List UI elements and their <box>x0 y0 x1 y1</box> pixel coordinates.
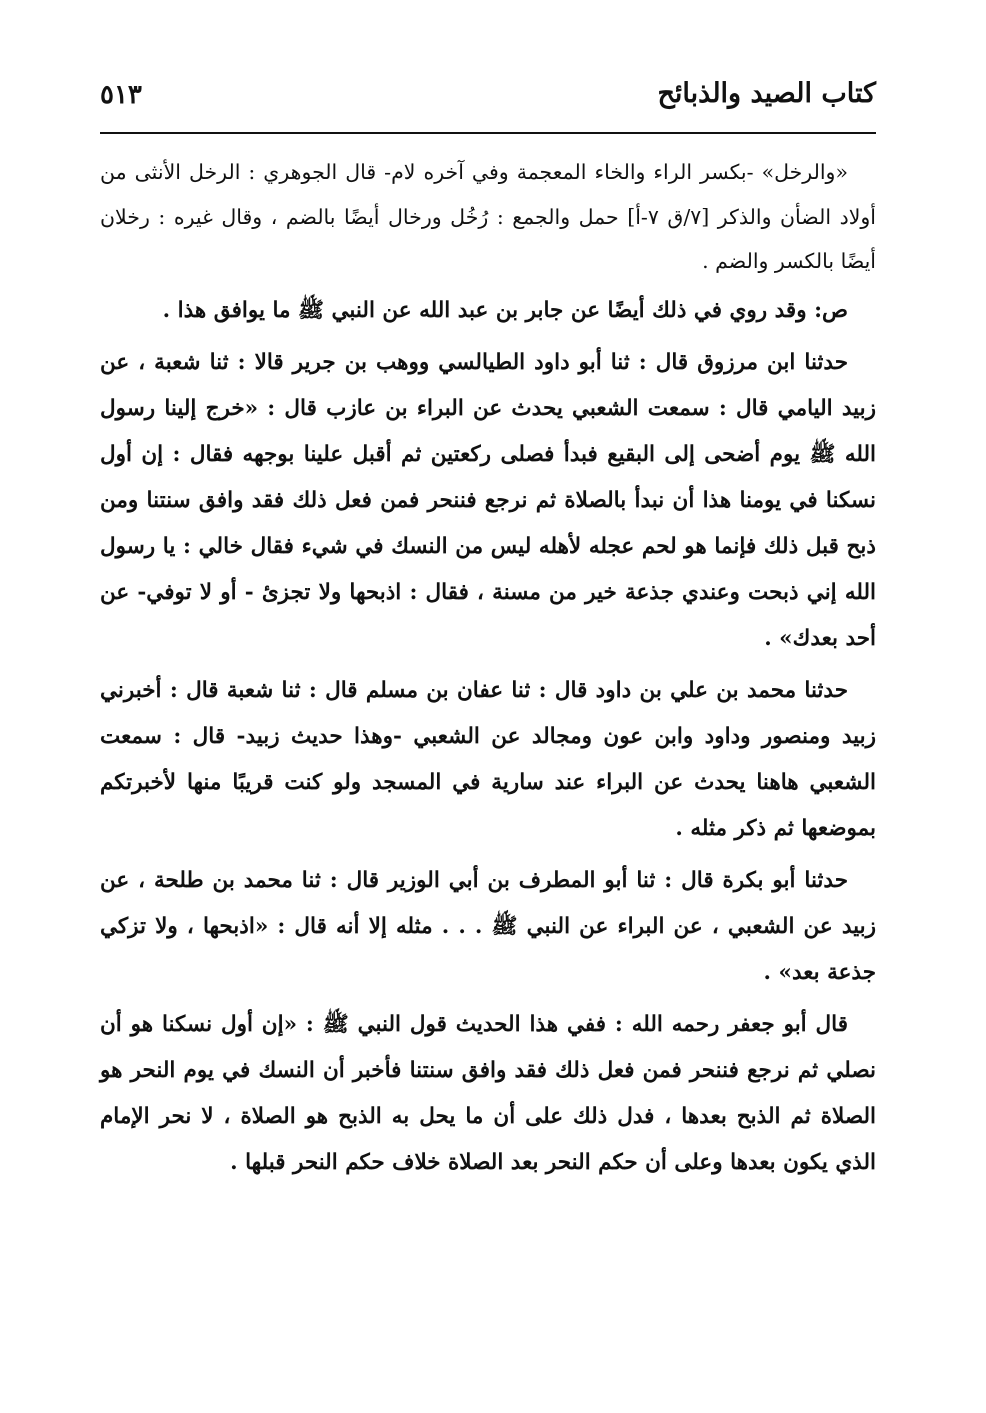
paragraph-statement: ص: وقد روي في ذلك أيضًا عن جابر بن عبد الله عن النبي ﷺ ما يوافق هذا . <box>162 297 848 323</box>
page-number: ٥١٣ <box>100 80 142 110</box>
paragraph-commentary: قال أبو جعفر رحمه الله : ففي هذا الحديث قول النبي ﷺ : «إن أول نسكنا هو أن نصلي ثم نرجع فننحر فمن فعل ذلك فقد وافق سنتنا فأخبر أن النسك في يوم النحر هو الصلاة ثم الذبح بعدها ، فدل ذلك على أن ما يحل به الذبح هو الصلاة ، لا نحر الإمام الذي يكون بعدها وعلى أن حكم النحر بعد الصلاة خلاف حكم النحر قبلها . <box>100 1011 876 1175</box>
page-header <box>100 76 876 124</box>
header-divider <box>100 132 876 134</box>
paragraph-definition: «والرخل» -بكسر الراء والخاء المعجمة وفي آخره لام- قال الجوهري : الرخل الأنثى من أولاد الضأن والذكر [٧/ق ٧-أ] حمل والجمع : رُخُل ورخال أيضًا بالضم ، وقال غيره : رخلان أيضًا بالكسر والضم . <box>100 160 876 273</box>
paragraph-hadith-3: حدثنا أبو بكرة قال : ثنا أبو المطرف بن أبي الوزير قال : ثنا محمد بن طلحة ، عن زبيد عن الشعبي ، عن البراء عن النبي ﷺ . . . مثله إلا أنه قال : «اذبحها ، ولا تزكي جذعة بعد» . <box>100 867 876 985</box>
paragraph-hadith-1: حدثنا ابن مرزوق قال : ثنا أبو داود الطيالسي ووهب بن جرير قالا : ثنا شعبة ، عن زبيد اليامي قال : سمعت الشعبي يحدث عن البراء بن عازب قال : «خرج إلينا رسول الله ﷺ يوم أضحى إلى البقيع فبدأ فصلى ركعتين ثم أقبل علينا بوجهه فقال : إن أول نسكنا في يومنا هذا أن نبدأ بالصلاة ثم نرجع فننحر فمن فعل ذلك فقد وافق سنتنا ومن ذبح قبل ذلك فإنما هو لحم عجله لأهله ليس من النسك في شيء فقال خالي : يا رسول الله إني ذبحت وعندي جذعة خير من مسنة ، فقال : اذبحها ولا تجزئ - أو لا توفي- عن أحد بعدك» . <box>100 349 876 651</box>
running-title: كتاب الصيد والذبائح <box>657 78 876 109</box>
paragraph-hadith-2: حدثنا محمد بن علي بن داود قال : ثنا عفان بن مسلم قال : ثنا شعبة قال : أخبرني زبيد ومنصور وداود وابن عون ومجالد عن الشعبي -وهذا حديث زبيد- قال : سمعت الشعبي هاهنا يحدث عن البراء عند سارية في المسجد ولو كنت قريبًا منها لأخبرتكم بموضعها ثم ذكر مثله . <box>100 677 876 841</box>
page-body <box>100 150 876 1186</box>
